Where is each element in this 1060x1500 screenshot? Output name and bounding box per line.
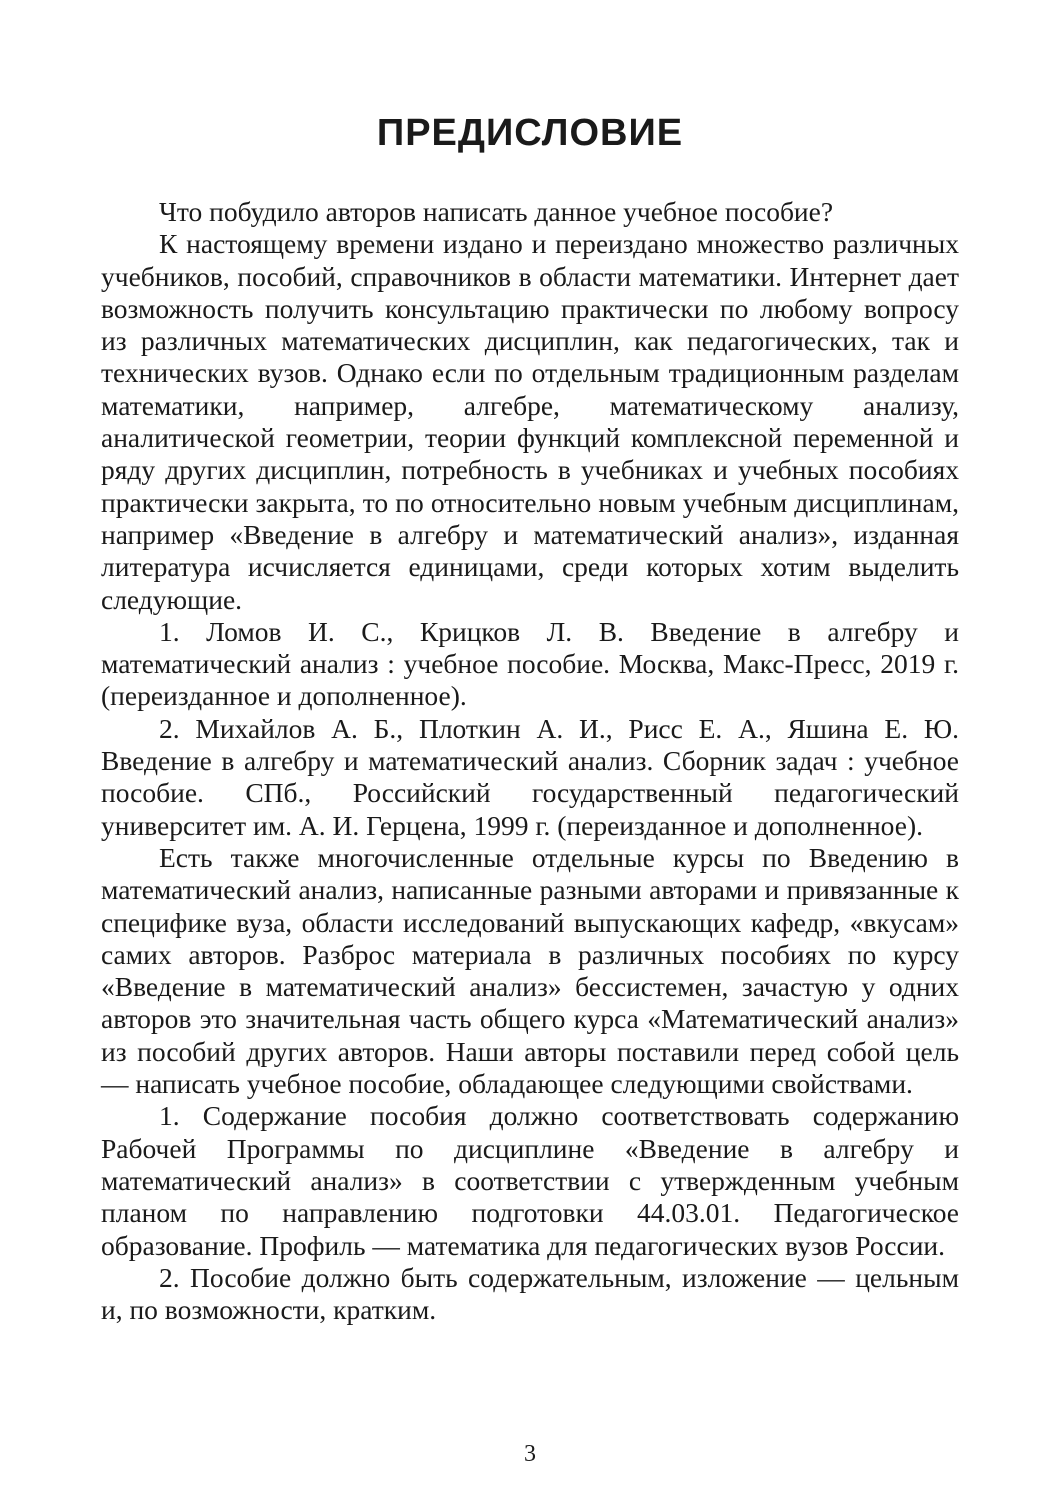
- paragraph-reference-1: 1. Ломов И. С., Крицков Л. В. Введение в алгебру и математический анализ : учебное пособие. Москва, Макс-Пресс, 2019 г. (переизданное и дополненное).: [101, 615, 959, 712]
- body-text: [101, 196, 959, 1326]
- paragraph-reference-2: 2. Михайлов А. Б., Плоткин А. И., Рисс Е. А., Яшина Е. Ю. Введение в алгебру и математический анализ. Сборник задач : учебное пособие. СПб., Российский государственный педагогический университет им. А. И. Герцена, 1999 г. (переизданное и дополненное).: [101, 712, 959, 841]
- paragraph-intro: К настоящему времени издано и переиздано множество различных учебников, пособий, справочников в области математики. Интернет дает возможность получить консультацию практически по любому вопросу из различных математических дисциплин, как педагогических, так и технических вузов. Однако если по отдельным традиционным разделам математики, например, алгебре, математическому анализу, аналитической геометрии, теории функций комплексной переменной и ряду других дисциплин, потребность в учебниках и учебных пособиях практически закрыта, то по относительно новым учебным дисциплинам, например «Введение в алгебру и математический анализ», изданная литература исчисляется единицами, среди которых хотим выделить следующие.: [101, 228, 959, 615]
- paragraph-question: Что побудило авторов написать данное учебное пособие?: [159, 196, 834, 227]
- paragraph-courses: Есть также многочисленные отдельные курсы по Введению в математический анализ, написанные разными авторами и привязанные к специфике вуза, области исследований выпускающих кафедр, «вкусам» самих авторов. Разброс материала в различных пособиях по курсу «Введение в математический анализ» бессистемен, зачастую у одних авторов это значительная часть общего курса «Математический анализ» из пособий других авторов. Наши авторы поставили перед собой цель — написать учебное пособие, обладающее следующими свойствами.: [101, 841, 959, 1100]
- paragraph-property-2: 2. Пособие должно быть содержательным, изложение — цельным и, по возможности, кратким.: [101, 1261, 959, 1326]
- page-number: 3: [524, 1441, 536, 1467]
- page-title: ПРЕДИСЛОВИЕ: [376, 112, 684, 154]
- paragraph-property-1: 1. Содержание пособия должно соответствовать содержанию Рабочей Программы по дисциплине «Введение в алгебру и математический анализ» в соответствии с утвержденным учебным планом по направлению подготовки 44.03.01. Педагогическое образование. Профиль — математика для педагогических вузов России.: [101, 1100, 959, 1261]
